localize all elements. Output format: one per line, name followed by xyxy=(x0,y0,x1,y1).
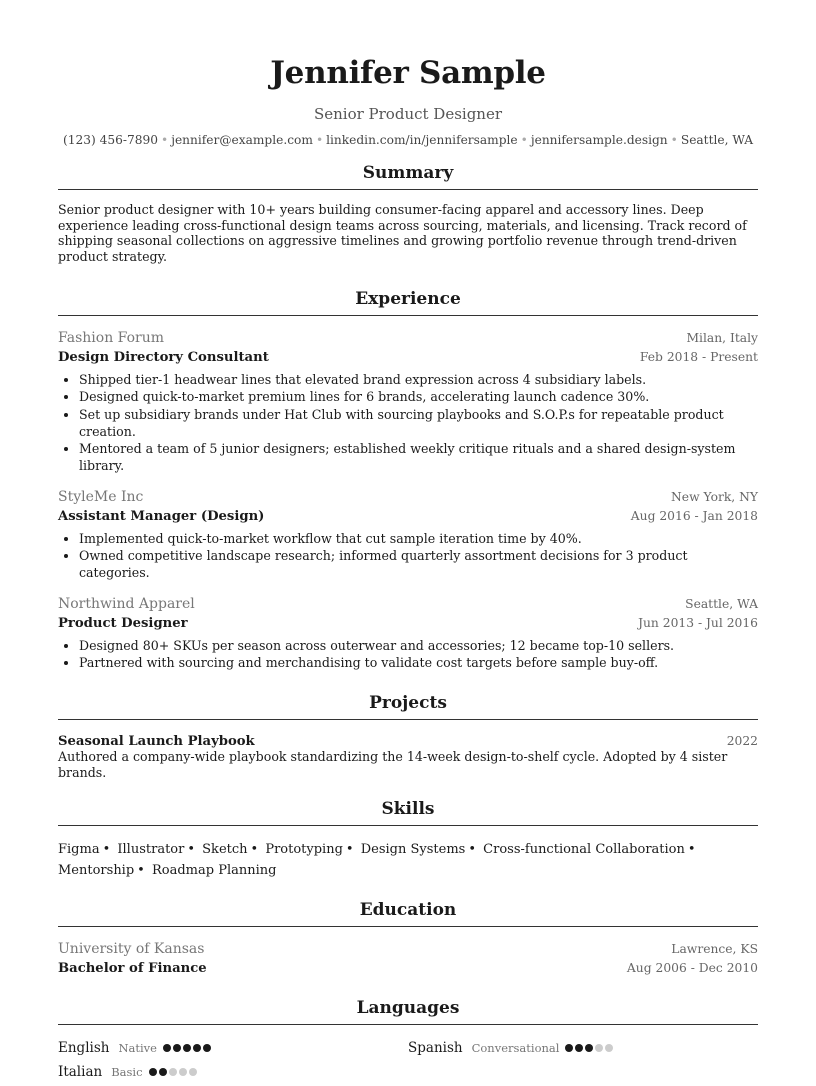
job-role: Assistant Manager (Design) xyxy=(58,508,265,524)
school-name: University of Kansas xyxy=(58,941,205,958)
job-bullets xyxy=(58,371,758,475)
rating-dot-icon xyxy=(565,1044,573,1052)
rating-dot-icon xyxy=(189,1068,197,1076)
experience-entry xyxy=(58,596,758,672)
project-name: Seasonal Launch Playbook xyxy=(58,734,255,750)
contact-item: linkedin.com/in/jennifersample xyxy=(326,133,518,147)
section-languages-heading: Languages xyxy=(58,986,758,1025)
candidate-title: Senior Product Designer xyxy=(313,105,503,123)
education-degree-row xyxy=(58,957,758,976)
experience-header-row xyxy=(58,596,758,612)
job-bullet: • Designed 80+ SKUs per season across outerwear and accessories; 12 became top-10 sellers. xyxy=(79,637,758,654)
rating-dot-icon xyxy=(585,1044,593,1052)
experience-list xyxy=(58,330,758,671)
job-dates: Feb 2018 - Present xyxy=(639,350,758,364)
experience-header-row xyxy=(58,489,758,505)
language-level: Native xyxy=(118,1041,157,1056)
language-name: Spanish xyxy=(408,1040,463,1057)
skill-item: Cross-functional Collaboration xyxy=(483,842,685,858)
job-bullets xyxy=(58,637,758,672)
skills-list xyxy=(58,839,758,881)
language-item xyxy=(58,1062,408,1082)
skill-separator: • xyxy=(468,842,477,858)
experience-role-row xyxy=(58,346,758,365)
language-rating xyxy=(163,1044,211,1052)
rating-dot-icon xyxy=(173,1044,181,1052)
job-bullets xyxy=(58,530,758,582)
company-name: Fashion Forum xyxy=(58,330,165,346)
experience-role-row xyxy=(58,612,758,631)
rating-dot-icon xyxy=(193,1044,201,1052)
job-bullet: • Set up subsidiary brands under Hat Club with sourcing playbooks and S.O.P.s for repeatable product creation. xyxy=(79,406,758,441)
rating-dot-icon xyxy=(159,1068,167,1076)
rating-dot-icon xyxy=(605,1044,613,1052)
rating-dot-icon xyxy=(169,1068,177,1076)
project-header-row xyxy=(58,734,758,749)
section-skills-heading: Skills xyxy=(58,787,758,826)
language-rating xyxy=(149,1068,197,1076)
section-projects-heading: Projects xyxy=(58,681,758,720)
job-location: Milan, Italy xyxy=(686,331,758,345)
skill-separator: • xyxy=(687,842,696,858)
rating-dot-icon xyxy=(163,1044,171,1052)
skill-item: Prototyping xyxy=(265,842,343,858)
language-name: English xyxy=(58,1040,110,1057)
rating-dot-icon xyxy=(183,1044,191,1052)
education-dates: Aug 2006 - Dec 2010 xyxy=(626,961,758,976)
rating-dot-icon xyxy=(149,1068,157,1076)
job-dates: Aug 2016 - Jan 2018 xyxy=(630,508,758,523)
skill-separator: • xyxy=(250,842,259,858)
skill-item: Figma xyxy=(58,842,100,858)
job-bullet: • Owned competitive landscape research; informed quarterly assortment decisions for 3 product categories. xyxy=(79,547,758,582)
skill-item: Mentorship xyxy=(58,863,135,879)
summary-text: Senior product designer with 10+ years building consumer-facing apparel and accessory lines. Deep experience leading cross-functional design teams across sourcing, materials, and licensing. Track record of shipping seasonal collections on aggressive timelines and growing portfolio revenue through trend-driven product strategy. xyxy=(58,202,747,264)
contact-separator: • xyxy=(315,133,324,147)
language-item xyxy=(58,1038,408,1058)
skill-separator: • xyxy=(345,842,354,858)
experience-header-row xyxy=(58,330,758,346)
job-role: Product Designer xyxy=(58,615,188,631)
skill-item: Design Systems xyxy=(360,842,466,858)
skill-item: Sketch xyxy=(202,842,248,858)
language-item xyxy=(408,1038,758,1058)
rating-dot-icon xyxy=(179,1068,187,1076)
skill-separator: • xyxy=(187,842,196,858)
experience-entry xyxy=(58,489,758,582)
section-summary-heading: Summary xyxy=(58,151,758,190)
job-location: Seattle, WA xyxy=(685,596,758,611)
rating-dot-icon xyxy=(595,1044,603,1052)
education-list xyxy=(58,941,758,976)
contact-separator: • xyxy=(670,133,678,147)
job-bullet: • Partnered with sourcing and merchandising to validate cost targets before sample buy-off. xyxy=(79,654,758,671)
projects-list xyxy=(58,734,758,780)
job-role: Design Directory Consultant xyxy=(58,350,269,365)
language-rating xyxy=(565,1044,613,1052)
job-bullet: • Mentored a team of 5 junior designers; established weekly critique rituals and a shared design-system library. xyxy=(79,440,758,475)
job-bullet: • Implemented quick-to-market workflow that cut sample iteration time by 40%. xyxy=(79,530,758,547)
experience-role-row xyxy=(58,505,758,524)
contact-item: jennifer@example.com xyxy=(171,133,313,147)
language-name: Italian xyxy=(58,1064,103,1081)
job-bullet: • Shipped tier-1 headwear lines that elevated brand expression across 4 subsidiary labels. xyxy=(79,371,758,388)
rating-dot-icon xyxy=(575,1044,583,1052)
company-name: StyleMe Inc xyxy=(58,488,144,505)
education-entry xyxy=(58,941,758,976)
section-education-heading: Education xyxy=(58,888,758,927)
education-header-row xyxy=(58,941,758,957)
school-location: Lawrence, KS xyxy=(671,942,758,957)
contact-item: jennifersample.design xyxy=(530,133,668,147)
rating-dot-icon xyxy=(203,1044,211,1052)
contact-item: Seattle, WA xyxy=(680,133,754,147)
skill-item: Roadmap Planning xyxy=(151,863,277,879)
contact-separator: • xyxy=(160,133,169,147)
project-description: Authored a company-wide playbook standardizing the 14-week design-to-shelf cycle. Adopted by 4 sister brands. xyxy=(58,749,728,780)
language-level: Conversational xyxy=(471,1041,560,1056)
candidate-name: Jennifer Sample xyxy=(270,55,546,91)
contact-line xyxy=(58,129,758,151)
project-year: 2022 xyxy=(726,734,758,749)
project-entry xyxy=(58,734,758,780)
company-name: Northwind Apparel xyxy=(58,595,195,612)
contact-item: (123) 456-7890 xyxy=(62,133,158,147)
section-experience-heading: Experience xyxy=(58,277,758,316)
contact-separator: • xyxy=(520,133,528,147)
skill-separator: • xyxy=(102,842,111,858)
skill-separator: • xyxy=(137,863,145,879)
job-location: New York, NY xyxy=(671,489,758,504)
job-dates: Jun 2013 - Jul 2016 xyxy=(638,615,758,630)
degree-name: Bachelor of Finance xyxy=(58,961,207,977)
job-bullet: • Designed quick-to-market premium lines for 6 brands, accelerating launch cadence 30%. xyxy=(79,388,758,405)
language-level: Basic xyxy=(111,1065,143,1080)
languages-list xyxy=(58,1038,758,1086)
skill-item: Illustrator xyxy=(117,842,185,858)
experience-entry xyxy=(58,330,758,475)
